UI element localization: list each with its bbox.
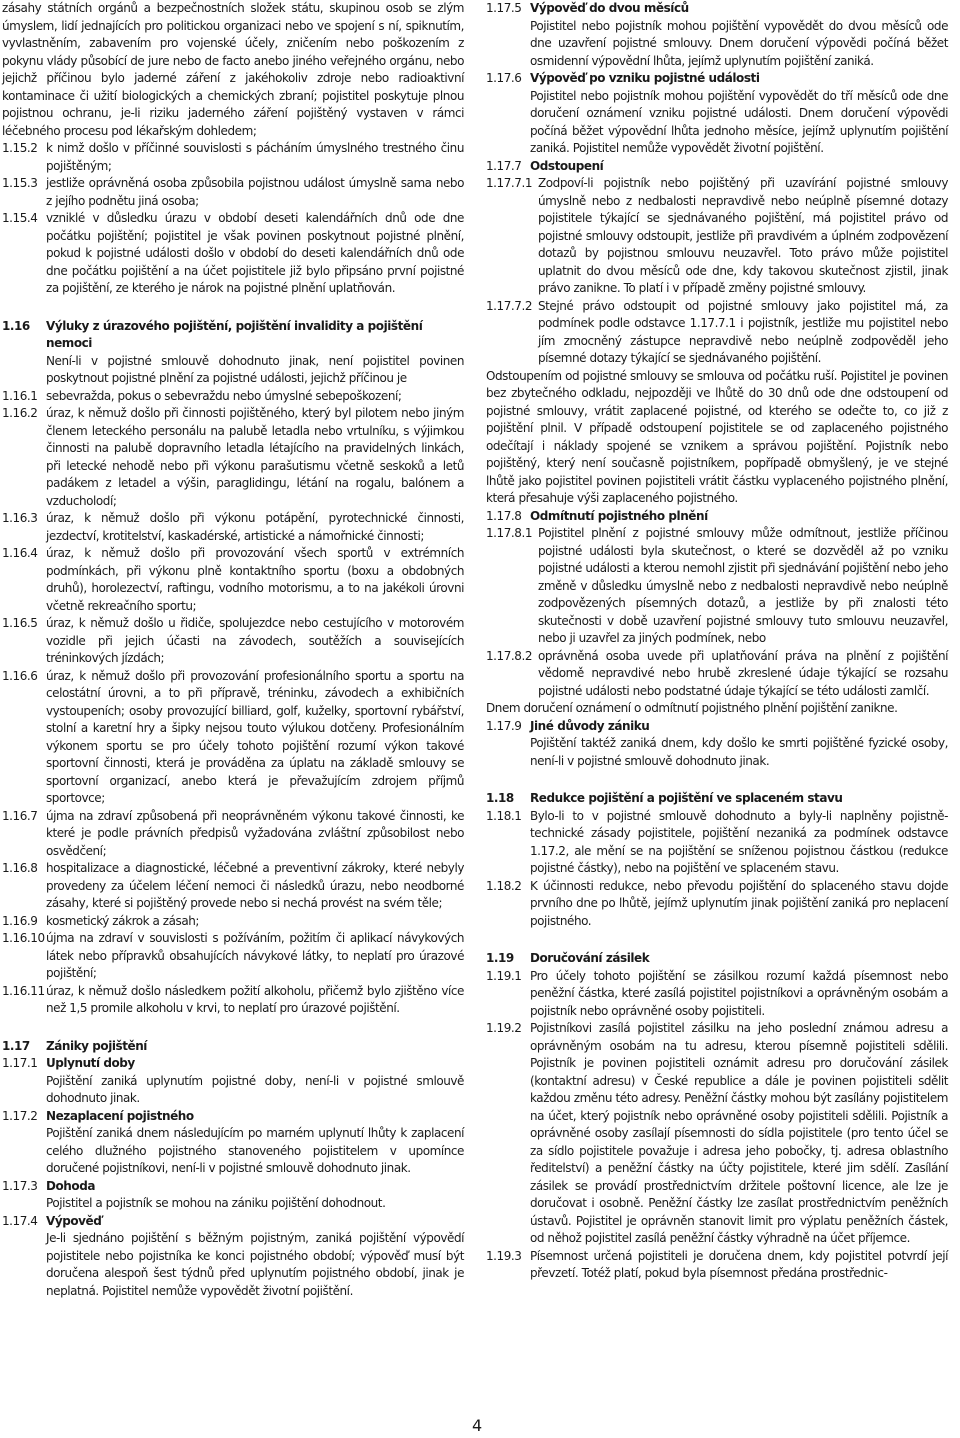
clause-text: sebevražda, pokus o sebevraždu nebo úmyslné sebepoškození; (46, 388, 402, 403)
clause-text: Pojistitel a pojistník se mohou na zániku pojištění dohodnout. (46, 1196, 386, 1210)
clause-number: 1.16.7 (2, 808, 38, 823)
clause-text: vzniklé v důsledku úrazu v období deseti kalendářních dnů ode dne počátku pojištění; pojistitel je však povinen poskytnout pojistné plnění, pokud k pojistné události došlo v období do deseti kalendářních dnů ode dne počátku pojištění a na účet pojistitele již bylo připsáno první pojistné za pojištění, ze kterého je nárok na pojistné plnění uplatňován. (46, 211, 464, 295)
clause-title: Uplynutí doby (46, 1056, 135, 1070)
clause-1-15-2 (2, 140, 464, 175)
clause-text: Pojištění zaniká uplynutím pojistné doby, není-li v pojistné smlouvě dohodnuto jinak. (46, 1073, 464, 1105)
clause-number: 1.16.6 (2, 668, 38, 683)
clause-text: Stejné právo odstoupit od pojistné smlouvy jako pojistitel má, za podmínek podle odstavce 1.17.7.1 i pojistník, jestliže mu pojistitel nebo jím zmocněný zástupce nepravdivě nebo neúplně zodpověděl jeho písemné dotazy týkající se sjednávaného pojištění. (538, 298, 948, 365)
clause-number: 1.16.9 (2, 913, 38, 928)
section-heading-1-16 (2, 318, 464, 353)
clause-number: 1.17.1 (2, 1056, 38, 1070)
clause-text: úraz, k němuž došlo při činnosti pojištěného, který byl pilotem nebo jiným členem leteckého personálu na palubě letadla nebo vrtulníku, s výjimkou činnosti na palubě dopravního letadla létajícího na pravidelných linkách, při letecké nehodě nebo při výkonu parašutismu včetně seskoků a letů padákem z letadel a výšin, paraglidingu, létání na rogalu, balónem a vzducholodí; (46, 406, 464, 508)
clause-1-17-8-1 (486, 525, 948, 648)
clause-1-16-7 (2, 808, 464, 861)
clause-title: Výpověď (46, 1213, 102, 1228)
clause-text: úraz, k němuž došlo u řidiče, spolujezdce nebo cestujícího v motorovém vozidle při jejich účasti na závodech, soutěžích a souvisejících tréninkových jízdách; (46, 616, 464, 665)
clause-1-18-1 (486, 808, 948, 878)
clause-text: úraz, k němuž došlo při provozování profesionálního sportu a sportu na celostátní úrovni, a to při přípravě, tréninku, závodech a exhibičních vystoupeních; osoby provozující billiard, golf, kuželky, sportovní rybářství, stolní a karetní hry a šipky nejsou touto výlukou dotčeny. Profesionálním výkonem sportu se pro účely tohoto pojištění rozumí výkon takové sportovní činnosti, která je prováděna za úplatu na základě smlouvy se sportovní organizací, anebo která je převažujícím zdrojem příjmů sportovce; (46, 668, 464, 805)
clause-number: 1.17.8.2 (486, 648, 533, 663)
clause-number: 1.16.5 (2, 616, 38, 630)
clause-text: Bylo-li to v pojistné smlouvě dohodnuto a byly-li naplněny pojistně-technické zásady pojistitele, pojištění nezaniká za podmínek odstavce 1.17.2, ale mění se na pojištění se sníženou pojistnou částkou (redukce pojistné částky), nebo na pojištění ve splaceném stavu. (530, 808, 948, 875)
clause-title: Výpověď po vzniku pojistné události (530, 71, 760, 85)
right-column (486, 0, 948, 1283)
clause-1-17-3 (2, 1178, 464, 1213)
clause-text: K účinnosti redukce, nebo převodu pojištění do splaceného stavu dojde prvního dne po lhůtě, jejímž uplynutím jinak pojištění zaniká pro neplacení pojistného. (530, 878, 948, 928)
clause-1-17-9 (486, 718, 948, 771)
clause-1-17-2 (2, 1108, 464, 1178)
clause-1-17-4 (2, 1213, 464, 1301)
section-heading-1-19 (486, 950, 948, 968)
clause-1-17-8 (486, 508, 948, 526)
clause-number: 1.19.3 (486, 1248, 522, 1263)
clause-number: 1.17.3 (2, 1178, 38, 1193)
clause-number: 1.17.4 (2, 1213, 38, 1228)
clause-text: Písemnost určená pojistiteli je doručena dnem, kdy pojistitel potvrdí její převzetí. Totéž platí, pokud byla písemnost předána prostřednic- (530, 1248, 948, 1280)
clause-1-17-5 (486, 0, 948, 70)
section-number: 1.16 (2, 318, 30, 333)
clause-1-19-3 (486, 1248, 948, 1283)
clause-1-16-8 (2, 860, 464, 913)
clause-text: Pojištění taktéž zaniká dnem, kdy došlo ke smrti pojištěné fyzické osoby, není-li v pojistné smlouvě dohodnuto jinak. (530, 736, 948, 768)
clause-title: Výpověď do dvou měsíců (530, 1, 689, 15)
clause-text: Je-li sjednáno pojištění s běžným pojistným, zaniká pojištění výpovědí pojistitele nebo pojistníka ke konci pojistného období; výpověď musí být doručena alespoň šest týdnů před uplynutím pojistného období, jinak je neplatná. Pojistitel nemůže vypovědět životní pojištění. (46, 1231, 464, 1298)
clause-number: 1.18.1 (486, 808, 522, 823)
page-number: 4 (472, 1416, 483, 1435)
left-column (2, 0, 464, 1300)
clause-text: hospitalizace a diagnostické, léčebné a preventivní zákroky, které nebyly provedeny za účelem léčení nemoci či následků úrazu, nebo neodborné zásahy, které si pojištěný provede nebo si nechá provést na svém těle; (46, 861, 464, 910)
clause-number: 1.16.1 (2, 388, 38, 403)
section-title: Výluky z úrazového pojištění, pojištění invalidity a pojištění nemoci (46, 318, 423, 350)
clause-number: 1.16.11 (2, 983, 45, 998)
clause-1-16-4 (2, 545, 464, 615)
clause-number: 1.16.2 (2, 406, 38, 420)
clause-1-17-1 (2, 1055, 464, 1108)
clause-number: 1.15.2 (2, 141, 38, 155)
clause-text: úraz, k němuž došlo při výkonu potápění, pyrotechnické činnosti, jezdectví, krotitelství, kaskadérské, artistické a námořnické činnosti; (46, 511, 464, 543)
clause-text: Pojistitel plnění z pojistné smlouvy může odmítnout, jestliže příčinou pojistné události byla skutečnost, o které se dozvěděl až po vzniku pojistné události a kterou nemohl zjistit při sjednávání pojištění nebo jeho změně v důsledku úmyslně nebo z nedbalosti nepravdivě nebo neúplně zodpovězených písemných dotazů, a jestliže by při znalosti této skutečnosti v době uzavření pojistné smlouvy tuto smlouvu neuzavřel, nebo ji uzavřel za jiných podmínek, nebo (538, 526, 948, 645)
clause-number: 1.18.2 (486, 878, 522, 893)
clause-1-15-4 (2, 210, 464, 298)
section-intro: Není-li v pojistné smlouvě dohodnuto jinak, není pojistitel povinen poskytnout pojistné plnění za pojistné události, jejichž příčinou je (46, 353, 464, 385)
clause-number: 1.19.2 (486, 1021, 522, 1035)
clause-number: 1.15.4 (2, 211, 38, 225)
clause-number: 1.17.8 (486, 508, 522, 523)
clause-text: Pojistitel nebo pojistník mohou pojištění vypovědět do dvou měsíců ode dne uzavření pojistné smlouvy. Dnem doručení výpovědi počíná běžet osmidenní výpovědní lhůta, jejímž uplynutím pojištění zaniká. (530, 18, 948, 68)
section-heading-1-17 (2, 1038, 464, 1056)
clause-title: Jiné důvody zániku (530, 718, 650, 733)
clause-text: úraz, k němuž došlo při provozování všech sportů v extrémních podmínkách, při výkonu plně kontaktního sportu (boxu a obdobných druhů), horolezectví, raftingu, vodního motorismu, a to na jakékoli úrovni včetně rekreačního sportu; (46, 546, 464, 613)
clause-text: Pro účely tohoto pojištění se zásilkou rozumí každá písemnost nebo peněžní částka, které zasílá pojistitel pojistníkovi a oprávněným osobám a pojistník nebo oprávněné osoby pojistiteli. (530, 968, 948, 1018)
clause-1-16-2 (2, 405, 464, 510)
clause-1-17-7-1 (486, 175, 948, 298)
clause-1-15-3 (2, 175, 464, 210)
clause-number: 1.17.6 (486, 71, 522, 85)
clause-text: újma na zdraví způsobená při neoprávněném výkonu takové činnosti, ke které je podle právních předpisů vyžadována zvláštní způsobilost nebo osvědčení; (46, 808, 464, 858)
clause-1-16-6 (2, 668, 464, 808)
section-title: Redukce pojištění a pojištění ve splaceném stavu (530, 791, 843, 805)
clause-text: úraz, k němuž došlo následkem požití alkoholu, přičemž bylo zjištěno více než 1,5 promile alkoholu v krvi, to neplatí pro úrazové pojištění. (46, 983, 464, 1015)
clause-1-17-6 (486, 70, 948, 158)
clause-title: Odstoupení (530, 158, 604, 173)
clause-1-17-8-2-extra: Dnem doručení oznámení o odmítnutí pojistného plnění pojištění zanikne. (486, 701, 898, 715)
clause-number: 1.19.1 (486, 968, 522, 983)
clause-number: 1.17.7.1 (486, 176, 533, 190)
section-heading-1-18 (486, 790, 948, 808)
clause-number: 1.17.2 (2, 1108, 38, 1123)
clause-text: oprávněná osoba uvede při uplatňování práva na plnění z pojištění vědomě nepravdivé nebo hrubě zkreslené údaje týkající se rozsahu pojistné události nebo podstatné údaje týkající se této události zamlčí. (538, 648, 948, 698)
clause-number: 1.16.4 (2, 546, 38, 560)
clause-1-17-7 (486, 158, 948, 176)
clause-text: jestliže oprávněná osoba způsobila pojistnou událost úmyslně sama nebo z jejího podnětu jiná osoba; (46, 176, 464, 208)
clause-1-16-11 (2, 983, 464, 1018)
clause-1-16-9 (2, 913, 464, 931)
clause-1-16-1 (2, 388, 464, 406)
section-number: 1.17 (2, 1038, 30, 1053)
clause-text: Pojistitel nebo pojistník mohou pojištění vypovědět do tří měsíců ode dne doručení oznámení vzniku pojistné události. Dnem doručení výpovědi počíná běžet výpovědní lhůta jednoho měsíce, jejímž uplynutím pojištění zaniká. Pojistitel nemůže vypovědět životní pojištění. (530, 88, 948, 155)
clause-text: k nimž došlo v příčinné souvislosti s pácháním úmyslného trestného činu pojištěným; (46, 141, 464, 173)
clause-1-18-2 (486, 878, 948, 931)
clause-1-19-1 (486, 968, 948, 1021)
clause-1-16-3 (2, 510, 464, 545)
clause-number: 1.15.3 (2, 176, 38, 190)
clause-title: Dohoda (46, 1178, 95, 1193)
clause-text: Pojistníkovi zasílá pojistitel zásilku na jeho poslední známou adresu a oprávněným osobám na tu adresu, kterou písemně pojistiteli sdělili. Pojistník je povinen pojistiteli oznámit adresu pro doručování zásilek (kontaktní adresu) v České republice a dále je povinen pojistiteli sdělit každou změnu této adresy. Peněžní částky mohou být zasílány pojistitelem na účet, který pojistník nebo oprávněné osoby pojistiteli sdělili. Pojistník a oprávněné osoby zasílají písemnosti do sídla pojistitele (pro tento účel se za sídlo pojistitele považuje i adresa jeho pobočky, tj. adresa oblastního ředitelství) a peněžní částky na účty pojistitele, které jim sdělí. Zasílání zásilek se provádí prostřednictvím držitele poštovní licence, ale lze je doručovat i osobně. Peněžní částky lze zasílat prostřednictvím peněžních ústavů. Pojistitel je oprávněn stanovit limit pro výplatu peněžních částek, od něhož pojistitel zasílá peněžní částky výhradně na účet příjemce. (530, 1021, 948, 1245)
clause-number: 1.17.7.2 (486, 298, 533, 313)
clause-1-17-7-2-extra: Odstoupením od pojistné smlouvy se smlouva od počátku ruší. Pojistitel je povinen bez zbytečného odkladu, nejpozději ve lhůtě do 30 dnů ode dne odstoupení od pojistné smlouvy, vrátit zaplacené pojistné, od kterého se odečte to, co již z pojištění plnil. V případě odstoupení pojistitele se od zaplaceného pojistného odečítají i náklady spojené se vznikem a správou pojištění. Pojistník nebo pojištěný, který není současně pojistníkem, popřípadě obmyšlený, je ve stejné lhůtě jako pojistitel povinen pojistiteli vrátit částku vyplaceného pojistného plnění, která přesahuje výši zaplaceného pojistného. (486, 368, 948, 505)
clause-number: 1.16.3 (2, 511, 38, 525)
clause-number: 1.17.5 (486, 1, 522, 15)
clause-number: 1.17.8.1 (486, 526, 533, 540)
section-title: Doručování zásilek (530, 951, 650, 965)
clause-text: Pojištění zaniká dnem následujícím po marném uplynutí lhůty k zaplacení celého dlužného pojistného stanoveného pojistitelem v upomínce doručené pojistníkovi, není-li v pojistné smlouvě dohodnuto jinak. (46, 1126, 464, 1175)
clause-1-17-7-2 (486, 298, 948, 368)
clause-number: 1.17.7 (486, 158, 522, 173)
clause-1-19-2 (486, 1020, 948, 1248)
section-number: 1.18 (486, 791, 514, 805)
section-number: 1.19 (486, 951, 514, 965)
clause-number: 1.16.10 (2, 931, 45, 945)
clause-1-16-10 (2, 930, 464, 983)
clause-text: újma na zdraví v souvislosti s požíváním, požitím či aplikací návykových látek nebo přípravků obsahujících návykové látky, to neplatí pro úrazové pojištění; (46, 931, 464, 980)
section-title: Zániky pojištění (46, 1038, 147, 1053)
clause-1-17-8-2 (486, 648, 948, 701)
clause-title: Nezaplacení pojistného (46, 1108, 194, 1123)
clause-number: 1.16.8 (2, 861, 38, 875)
clause-1-16-5 (2, 615, 464, 668)
clause-text: kosmetický zákrok a zásah; (46, 913, 200, 928)
intro-paragraph: zásahy státních orgánů a bezpečnostních složek státu, skupinou osob se zlým úmyslem, lidí jednajících pro politickou organizaci nebo ve spojení s ní, spiknutím, vyvlastněním, zabavením pro vojenské účely, zničením nebo poškozením z pokynu vlády působící de jure nebo de facto anebo jiného veřejného orgánu, nebo jejichž příčinou bylo jaderné záření z jakéhokoliv zdroje nebo radioaktivní kontaminace či užití biologických a chemických zbraní; pojistitel poskytuje plnou pojistnou ochranu, je-li riziku jaderného záření pojištěný vystaven v rámci léčebného procesu pod lékařským dohledem; (2, 1, 464, 138)
clause-title: Odmítnutí pojistného plnění (530, 508, 708, 523)
clause-number: 1.17.9 (486, 718, 522, 733)
clause-text: Zodpoví-li pojistník nebo pojištěný při uzavírání pojistné smlouvy úmyslně nebo z nedbalosti nepravdivě nebo neúplně písemné dotazy pojistitele týkající se sjednávaného pojištění, má pojistitel právo od pojistné smlouvy odstoupit, jestliže při pravdivém a úplném zodpovězení dotazů by pojistnou smlouvu neuzavřel. Toto právo může pojistitel uplatnit do dvou měsíců ode dne, kdy takovou skutečnost zjistil, jinak právo zanikne. To platí i v případě změny pojistné smlouvy. (538, 176, 948, 295)
